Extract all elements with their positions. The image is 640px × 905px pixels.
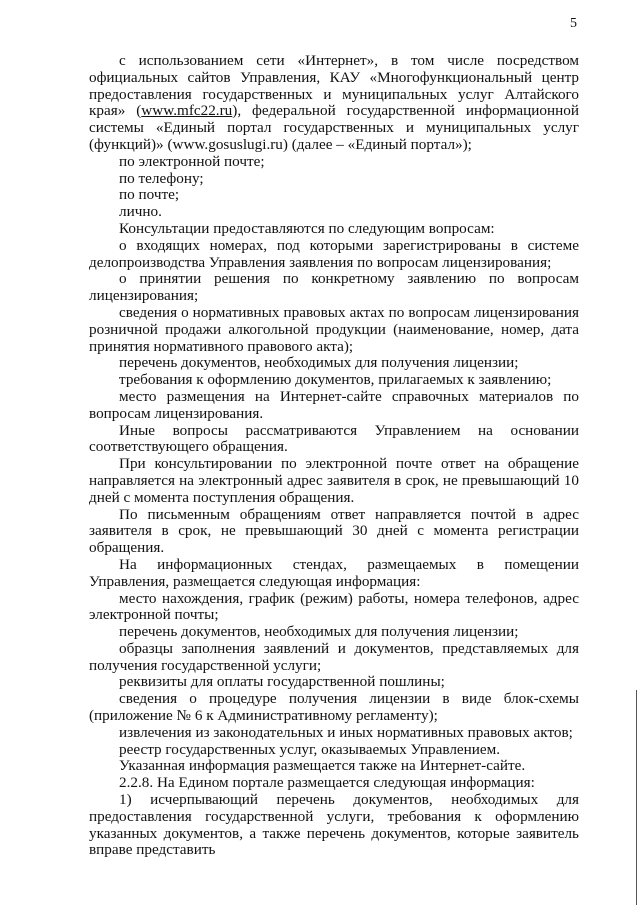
- document-body: [89, 53, 579, 859]
- paragraph: [89, 641, 579, 675]
- paragraph-text: перечень документов, необходимых для получения лицензии;: [119, 623, 519, 641]
- paragraph-text: реквизиты для оплаты государственной пошлины;: [119, 673, 445, 691]
- paragraph: [89, 691, 579, 725]
- paragraph: [89, 171, 579, 188]
- paragraph-text: по электронной почте;: [119, 152, 265, 170]
- paragraph-text: Иные вопросы рассматриваются Управлением на основании соответствующего обращения.: [89, 421, 579, 456]
- paragraph: [89, 775, 579, 792]
- paragraph-text: перечень документов, необходимых для получения лицензии;: [119, 354, 519, 372]
- paragraph-text: 1) исчерпывающий перечень документов, необходимых для предоставления государственной услуги, требования к оформлению указанных документов, а также перечень документов, которые заявитель вправе представить: [89, 791, 579, 859]
- paragraph: [89, 271, 579, 305]
- paragraph: [89, 557, 579, 591]
- paragraph: [89, 221, 579, 238]
- paragraph-text: место нахождения, график (режим) работы, номера телефонов, адрес электронной почты;: [89, 589, 579, 624]
- paragraph-text: Указанная информация размещается также на Интернет-сайте.: [119, 757, 526, 775]
- paragraph-text: реестр государственных услуг, оказываемых Управлением.: [119, 740, 501, 758]
- paragraph-text: о входящих номерах, под которыми зарегистрированы в системе делопроизводства Управления заявления по вопросам лицензирования;: [89, 236, 579, 271]
- paragraph-text: о принятии решения по конкретному заявлению по вопросам лицензирования;: [89, 270, 579, 305]
- paragraph: [89, 305, 579, 355]
- paragraph: [89, 792, 579, 859]
- paragraph: [89, 507, 579, 557]
- paragraph-text: ), федеральной государственной информационной системы «Единый портал государственных и муниципальных услуг (функций)» (www.gosuslugi.ru) (далее – «Единый портал»);: [89, 102, 579, 153]
- paragraph-text: лично.: [119, 203, 162, 221]
- paragraph-text: сведения о процедуре получения лицензии в виде блок-схемы (приложение № 6 к Административному регламенту);: [89, 690, 579, 725]
- paragraph: [89, 725, 579, 742]
- paragraph: [89, 355, 579, 372]
- paragraph-text: По письменным обращениям ответ направляется почтой в адрес заявителя в срок, не превышающий 30 дней с момента регистрации обращения.: [89, 505, 579, 557]
- paragraph-text: требования к оформлению документов, прилагаемых к заявлению;: [119, 371, 552, 389]
- scan-edge-line: [636, 690, 637, 905]
- paragraph: [89, 389, 579, 423]
- paragraph: [89, 456, 579, 506]
- paragraph-text: При консультировании по электронной почте ответ на обращение направляется на электронный адрес заявителя в срок, не превышающий 10 дней с момента поступления обращения.: [89, 455, 579, 506]
- paragraph-text: место размещения на Интернет-сайте справочных материалов по вопросам лицензирования.: [89, 387, 579, 422]
- paragraph: [89, 204, 579, 221]
- paragraph: [89, 53, 579, 154]
- paragraph: [89, 758, 579, 775]
- paragraph: [89, 423, 579, 457]
- paragraph: [89, 742, 579, 759]
- paragraph-text: с использованием сети «Интернет», в том числе посредством официальных сайтов Управления, КАУ «Многофункциональный центр предоставления государственных и муниципальных услуг Алтайского края» (: [89, 52, 579, 120]
- paragraph: [89, 372, 579, 389]
- underlined-url: www.mfc22.ru: [141, 102, 233, 120]
- paragraph: [89, 154, 579, 171]
- paragraph: [89, 187, 579, 204]
- paragraph-text: 2.2.8. На Едином портале размещается следующая информация:: [119, 774, 535, 792]
- paragraph: [89, 238, 579, 272]
- page-number: 5: [570, 16, 577, 31]
- paragraph-text: образцы заполнения заявлений и документов, представляемых для получения государственной услуги;: [89, 639, 579, 674]
- paragraph-text: по телефону;: [119, 169, 204, 187]
- paragraph-text: На информационных стендах, размещаемых в помещении Управления, размещается следующая информация:: [89, 555, 579, 590]
- paragraph-text: сведения о нормативных правовых актах по вопросам лицензирования розничной продажи алкогольной продукции (наименование, номер, дата принятия нормативного правового акта);: [89, 303, 579, 355]
- paragraph-text: Консультации предоставляются по следующим вопросам:: [119, 219, 495, 237]
- paragraph-text: по почте;: [119, 186, 180, 204]
- paragraph: [89, 674, 579, 691]
- paragraph: [89, 591, 579, 625]
- paragraph-text: извлечения из законодательных и иных нормативных правовых актов;: [119, 723, 573, 741]
- paragraph: [89, 624, 579, 641]
